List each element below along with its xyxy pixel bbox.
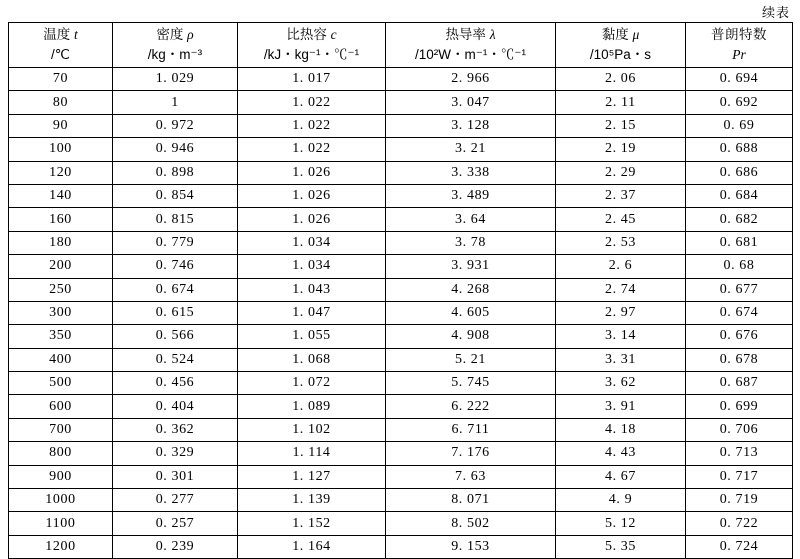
table-row [9, 465, 793, 488]
cell-viscosity: 4. 18 [556, 418, 686, 441]
cell-prandtl: 0. 69 [686, 114, 793, 137]
cell-thermal-conductivity: 3. 21 [386, 138, 556, 161]
cell-viscosity: 4. 9 [556, 489, 686, 512]
cell-density: 0. 404 [113, 395, 238, 418]
cell-specific-heat: 1. 127 [238, 465, 386, 488]
cell-density: 1. 029 [113, 68, 238, 91]
cell-specific-heat: 1. 152 [238, 512, 386, 535]
cell-specific-heat: 1. 043 [238, 278, 386, 301]
cell-specific-heat: 1. 022 [238, 91, 386, 114]
cell-temperature: 200 [9, 255, 113, 278]
table-row [9, 442, 793, 465]
cell-temperature: 70 [9, 68, 113, 91]
header-units: /10⁵Pa・s [589, 47, 652, 62]
cell-thermal-conductivity: 3. 128 [386, 114, 556, 137]
cell-viscosity: 3. 31 [556, 348, 686, 371]
header-text: 普朗特数 [711, 27, 767, 43]
cell-temperature: 500 [9, 372, 113, 395]
column-header-specific-heat [238, 23, 386, 68]
table-body [9, 68, 793, 559]
header-units: /℃ [51, 47, 70, 62]
table-row [9, 68, 793, 91]
cell-thermal-conductivity: 3. 64 [386, 208, 556, 231]
cell-thermal-conductivity: 4. 268 [386, 278, 556, 301]
column-header-thermal-conductivity [386, 23, 556, 68]
header-units: Pr [732, 47, 746, 62]
cell-specific-heat: 1. 026 [238, 208, 386, 231]
cell-density: 0. 566 [113, 325, 238, 348]
cell-viscosity: 4. 67 [556, 465, 686, 488]
cell-density: 0. 456 [113, 372, 238, 395]
cell-thermal-conductivity: 4. 605 [386, 301, 556, 324]
cell-prandtl: 0. 68 [686, 255, 793, 278]
cell-density: 0. 972 [113, 114, 238, 137]
column-header-density [113, 23, 238, 68]
cell-specific-heat: 1. 022 [238, 138, 386, 161]
cell-temperature: 80 [9, 91, 113, 114]
cell-density: 1 [113, 91, 238, 114]
table-row [9, 255, 793, 278]
header-text: 密度 [156, 27, 188, 43]
header-text: 黏度 [601, 27, 633, 43]
cell-density: 0. 815 [113, 208, 238, 231]
cell-specific-heat: 1. 164 [238, 535, 386, 558]
cell-temperature: 180 [9, 231, 113, 254]
header-symbol: t [74, 27, 78, 43]
cell-prandtl: 0. 676 [686, 325, 793, 348]
cell-density: 0. 524 [113, 348, 238, 371]
cell-viscosity: 2. 06 [556, 68, 686, 91]
cell-density: 0. 779 [113, 231, 238, 254]
header-symbol: λ [489, 27, 496, 43]
table-row [9, 535, 793, 558]
table-row [9, 512, 793, 535]
table-row [9, 418, 793, 441]
cell-thermal-conductivity: 3. 931 [386, 255, 556, 278]
cell-prandtl: 0. 674 [686, 301, 793, 324]
cell-prandtl: 0. 694 [686, 68, 793, 91]
cell-viscosity: 2. 97 [556, 301, 686, 324]
cell-thermal-conductivity: 3. 338 [386, 161, 556, 184]
cell-thermal-conductivity: 2. 966 [386, 68, 556, 91]
table-row [9, 301, 793, 324]
table-row [9, 372, 793, 395]
cell-density: 0. 257 [113, 512, 238, 535]
table-row [9, 395, 793, 418]
cell-thermal-conductivity: 7. 176 [386, 442, 556, 465]
table-row [9, 161, 793, 184]
cell-density: 0. 362 [113, 418, 238, 441]
table-row [9, 348, 793, 371]
cell-prandtl: 0. 717 [686, 465, 793, 488]
cell-viscosity: 5. 12 [556, 512, 686, 535]
table-row [9, 184, 793, 207]
column-header-temperature [9, 23, 113, 68]
cell-temperature: 120 [9, 161, 113, 184]
cell-viscosity: 3. 14 [556, 325, 686, 348]
air-properties-table [8, 22, 793, 559]
cell-prandtl: 0. 677 [686, 278, 793, 301]
cell-temperature: 100 [9, 138, 113, 161]
cell-density: 0. 746 [113, 255, 238, 278]
cell-density: 0. 854 [113, 184, 238, 207]
table-row [9, 231, 793, 254]
cell-thermal-conductivity: 8. 071 [386, 489, 556, 512]
header-text: 比热容 [286, 27, 331, 43]
cell-density: 0. 674 [113, 278, 238, 301]
cell-temperature: 160 [9, 208, 113, 231]
cell-viscosity: 2. 74 [556, 278, 686, 301]
cell-thermal-conductivity: 4. 908 [386, 325, 556, 348]
cell-temperature: 600 [9, 395, 113, 418]
cell-thermal-conductivity: 5. 745 [386, 372, 556, 395]
cell-thermal-conductivity: 5. 21 [386, 348, 556, 371]
cell-specific-heat: 1. 089 [238, 395, 386, 418]
cell-prandtl: 0. 692 [686, 91, 793, 114]
cell-density: 0. 301 [113, 465, 238, 488]
cell-prandtl: 0. 687 [686, 372, 793, 395]
table-header-row [9, 23, 793, 68]
header-symbol: ρ [187, 27, 194, 43]
cell-thermal-conductivity: 3. 489 [386, 184, 556, 207]
cell-prandtl: 0. 706 [686, 418, 793, 441]
header-text: 温度 [43, 27, 74, 43]
cell-specific-heat: 1. 026 [238, 161, 386, 184]
cell-prandtl: 0. 699 [686, 395, 793, 418]
cell-temperature: 90 [9, 114, 113, 137]
table-row [9, 278, 793, 301]
cell-density: 0. 329 [113, 442, 238, 465]
cell-specific-heat: 1. 017 [238, 68, 386, 91]
cell-specific-heat: 1. 034 [238, 231, 386, 254]
header-units: /kg・m⁻³ [147, 47, 203, 62]
header-symbol: μ [632, 27, 640, 43]
cell-thermal-conductivity: 9. 153 [386, 535, 556, 558]
cell-prandtl: 0. 678 [686, 348, 793, 371]
cell-temperature: 1000 [9, 489, 113, 512]
header-symbol: c [330, 27, 337, 43]
cell-prandtl: 0. 719 [686, 489, 793, 512]
cell-specific-heat: 1. 034 [238, 255, 386, 278]
table-row [9, 114, 793, 137]
cell-prandtl: 0. 681 [686, 231, 793, 254]
cell-specific-heat: 1. 114 [238, 442, 386, 465]
cell-viscosity: 5. 35 [556, 535, 686, 558]
column-header-viscosity [556, 23, 686, 68]
cell-temperature: 300 [9, 301, 113, 324]
header-text: 热导率 [445, 27, 490, 43]
cell-viscosity: 2. 29 [556, 161, 686, 184]
cell-thermal-conductivity: 6. 222 [386, 395, 556, 418]
cell-specific-heat: 1. 139 [238, 489, 386, 512]
cell-viscosity: 4. 43 [556, 442, 686, 465]
table-row [9, 91, 793, 114]
cell-specific-heat: 1. 068 [238, 348, 386, 371]
cell-temperature: 1100 [9, 512, 113, 535]
cell-prandtl: 0. 724 [686, 535, 793, 558]
cell-viscosity: 2. 15 [556, 114, 686, 137]
cell-thermal-conductivity: 3. 047 [386, 91, 556, 114]
cell-specific-heat: 1. 026 [238, 184, 386, 207]
table-row [9, 325, 793, 348]
cell-prandtl: 0. 686 [686, 161, 793, 184]
cell-temperature: 250 [9, 278, 113, 301]
cell-thermal-conductivity: 7. 63 [386, 465, 556, 488]
table-row [9, 489, 793, 512]
cell-density: 0. 277 [113, 489, 238, 512]
cell-density: 0. 615 [113, 301, 238, 324]
cell-viscosity: 2. 19 [556, 138, 686, 161]
cell-temperature: 1200 [9, 535, 113, 558]
header-units: /10²W・m⁻¹・℃⁻¹ [415, 47, 526, 62]
cell-density: 0. 946 [113, 138, 238, 161]
cell-temperature: 400 [9, 348, 113, 371]
cell-temperature: 350 [9, 325, 113, 348]
cell-density: 0. 898 [113, 161, 238, 184]
cell-prandtl: 0. 684 [686, 184, 793, 207]
cell-specific-heat: 1. 022 [238, 114, 386, 137]
cell-thermal-conductivity: 3. 78 [386, 231, 556, 254]
column-header-prandtl-number [686, 23, 793, 68]
cell-temperature: 700 [9, 418, 113, 441]
cell-viscosity: 2. 53 [556, 231, 686, 254]
cell-specific-heat: 1. 072 [238, 372, 386, 395]
cell-specific-heat: 1. 047 [238, 301, 386, 324]
cell-prandtl: 0. 688 [686, 138, 793, 161]
cell-density: 0. 239 [113, 535, 238, 558]
table-row [9, 208, 793, 231]
cell-viscosity: 2. 11 [556, 91, 686, 114]
cell-thermal-conductivity: 8. 502 [386, 512, 556, 535]
cell-temperature: 900 [9, 465, 113, 488]
cell-thermal-conductivity: 6. 711 [386, 418, 556, 441]
table-header [9, 23, 793, 68]
table-row [9, 138, 793, 161]
continued-table-label: 续表 [761, 5, 790, 20]
cell-prandtl: 0. 682 [686, 208, 793, 231]
cell-viscosity: 3. 91 [556, 395, 686, 418]
cell-viscosity: 2. 45 [556, 208, 686, 231]
cell-temperature: 140 [9, 184, 113, 207]
cell-specific-heat: 1. 102 [238, 418, 386, 441]
cell-viscosity: 2. 6 [556, 255, 686, 278]
cell-viscosity: 2. 37 [556, 184, 686, 207]
cell-prandtl: 0. 722 [686, 512, 793, 535]
header-units: /kJ・kg⁻¹・℃⁻¹ [263, 47, 360, 62]
cell-temperature: 800 [9, 442, 113, 465]
cell-viscosity: 3. 62 [556, 372, 686, 395]
cell-specific-heat: 1. 055 [238, 325, 386, 348]
cell-prandtl: 0. 713 [686, 442, 793, 465]
